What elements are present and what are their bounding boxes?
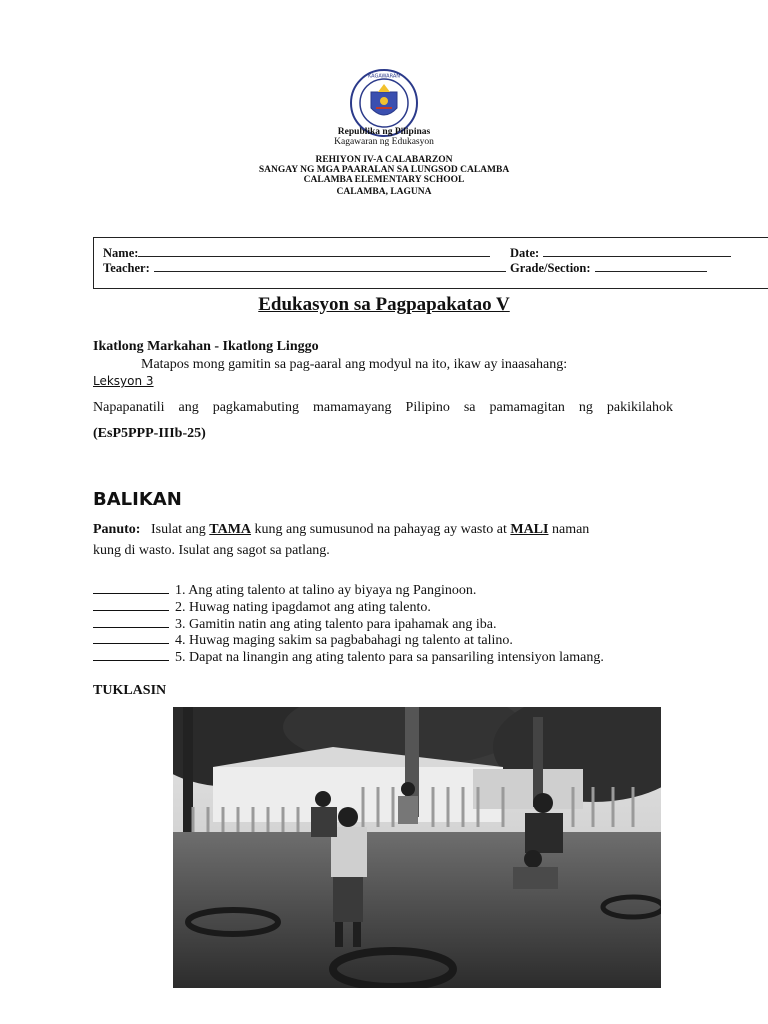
- teacher-field[interactable]: [154, 261, 506, 272]
- grade-label: Grade/Section:: [510, 261, 591, 275]
- teacher-row: [103, 259, 506, 277]
- answer-blank[interactable]: [93, 598, 169, 611]
- balikan-heading: BALIKAN: [93, 489, 182, 510]
- answer-blank[interactable]: [93, 615, 169, 628]
- answer-blank[interactable]: [93, 631, 169, 644]
- grade-row: [510, 259, 707, 277]
- list-item: [93, 648, 604, 666]
- header-kagawaran: Kagawaran ng Edukasyon: [334, 137, 434, 147]
- item-text: 5. Dapat na linangin ang ating talento para sa pansariling intensiyon lamang.: [175, 650, 604, 665]
- list-item: [93, 581, 476, 599]
- instruction-part-b: kung ang sumusunod na pahayag ay wasto at: [254, 522, 507, 537]
- objective-text: Napapanatili ang pagkamabuting mamamayang Pilipino sa pamamagitan ng pakikilahok: [93, 400, 673, 415]
- date-label: Date:: [510, 246, 540, 260]
- svg-text:KAGAWARAN: KAGAWARAN: [367, 73, 401, 80]
- item-text: 4. Huwag maging sakim sa pagbabahagi ng talento at talino.: [175, 633, 513, 648]
- item-text: 1. Ang ating talento at talino ay biyaya ng Panginoon.: [175, 583, 477, 598]
- student-info-box: [93, 237, 768, 289]
- document-title: Edukasyon sa Pagpapakatao V: [258, 294, 510, 315]
- header-republika: Republika ng Pilipinas: [337, 127, 431, 137]
- grade-field[interactable]: [595, 261, 707, 272]
- answer-blank[interactable]: [93, 581, 169, 594]
- list-item: [93, 631, 513, 649]
- mali-keyword: MALI: [510, 522, 549, 537]
- header-location: CALAMBA, LAGUNA: [336, 187, 432, 197]
- instruction-line-1: [93, 521, 589, 538]
- photo-children-cleaning-yard: [173, 707, 661, 988]
- name-label: Name:: [103, 246, 139, 260]
- name-field[interactable]: [138, 246, 490, 257]
- quarter-heading: Ikatlong Markahan - Ikatlong Linggo: [93, 339, 319, 354]
- answer-blank[interactable]: [93, 648, 169, 661]
- header-school: CALAMBA ELEMENTARY SCHOOL: [303, 175, 465, 185]
- item-text: 2. Huwag nating ipagdamot ang ating talento.: [175, 600, 431, 615]
- tama-keyword: TAMA: [209, 522, 252, 537]
- header-rehiyon: REHIYON IV-A CALABARZON: [315, 155, 453, 165]
- header-sangay: SANGAY NG MGA PAARALAN SA LUNGSOD CALAMBA: [258, 165, 510, 175]
- tuklasin-heading: TUKLASIN: [93, 683, 167, 698]
- teacher-label: Teacher:: [103, 261, 150, 275]
- competency-code: (EsP5PPP-IIIb-25): [93, 426, 206, 441]
- item-text: 3. Gamitin natin ang ating talento para ipahamak ang iba.: [175, 617, 497, 632]
- instruction-part-c: naman: [551, 522, 590, 537]
- date-field[interactable]: [543, 246, 731, 257]
- instruction-line-2: kung di wasto. Isulat ang sagot sa patlang.: [93, 543, 330, 558]
- list-item: [93, 598, 431, 616]
- instruction-part-a: Isulat ang: [150, 522, 206, 537]
- lesson-label: Leksyon 3: [93, 374, 154, 388]
- intro-text: Matapos mong gamitin sa pag-aaral ang modyul na ito, ikaw ay inaasahang:: [141, 357, 568, 372]
- instruction-label: Panuto:: [93, 522, 141, 537]
